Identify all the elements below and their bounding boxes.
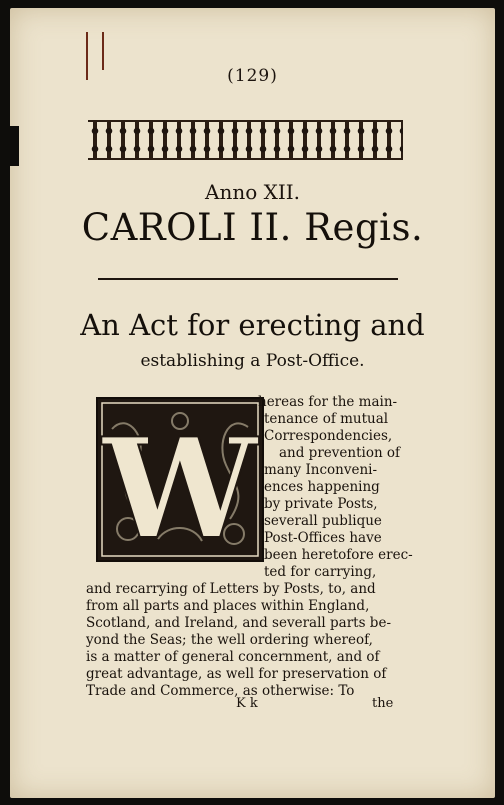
text-line: ted for carrying, [264, 564, 377, 580]
decorated-initial-art [98, 399, 262, 560]
page-number: (129) [227, 66, 278, 86]
decorated-initial [96, 397, 264, 562]
text-line: from all parts and places within England, [86, 598, 370, 614]
text-line: Trade and Commerce, as otherwise: To [86, 683, 355, 699]
text-line: yond the Seas; the well ordering whereof, [86, 632, 373, 648]
text-line: hereas for the main- [258, 394, 398, 410]
printed-page [10, 8, 495, 798]
drop-cap-letter: W [102, 407, 258, 560]
anno-heading: Anno XII. [205, 180, 300, 204]
reign-heading: CAROLI II. Regis. [81, 206, 424, 249]
text-line: severall publique [264, 513, 382, 529]
signature-mark: K k [236, 696, 258, 711]
text-line: great advantage, as well for preservation of [86, 666, 387, 682]
text-line: and prevention of [279, 445, 401, 461]
text-line: is a matter of general concernment, and of [86, 649, 380, 665]
text-line: been heretofore erec- [264, 547, 413, 563]
text-line: Correspondencies, [264, 428, 393, 444]
text-line: and recarrying of Letters by Posts, to, and [86, 581, 376, 597]
ornamental-headband [88, 120, 403, 160]
text-line: ences happening [264, 479, 380, 495]
catchword: the [372, 696, 394, 711]
act-title-line-1: An Act for erecting and [80, 308, 425, 342]
text-line: Scotland, and Ireland, and severall parts be- [86, 615, 392, 631]
text-line: by private Posts, [264, 496, 378, 512]
text-line: tenance of mutual [264, 411, 389, 427]
act-title-line-2: establishing a Post-Office. [140, 351, 365, 371]
divider-rule [98, 278, 398, 280]
text-line: many Inconveni- [264, 462, 378, 478]
text-line: Post-Offices have [264, 530, 382, 546]
torn-edge [10, 126, 19, 166]
